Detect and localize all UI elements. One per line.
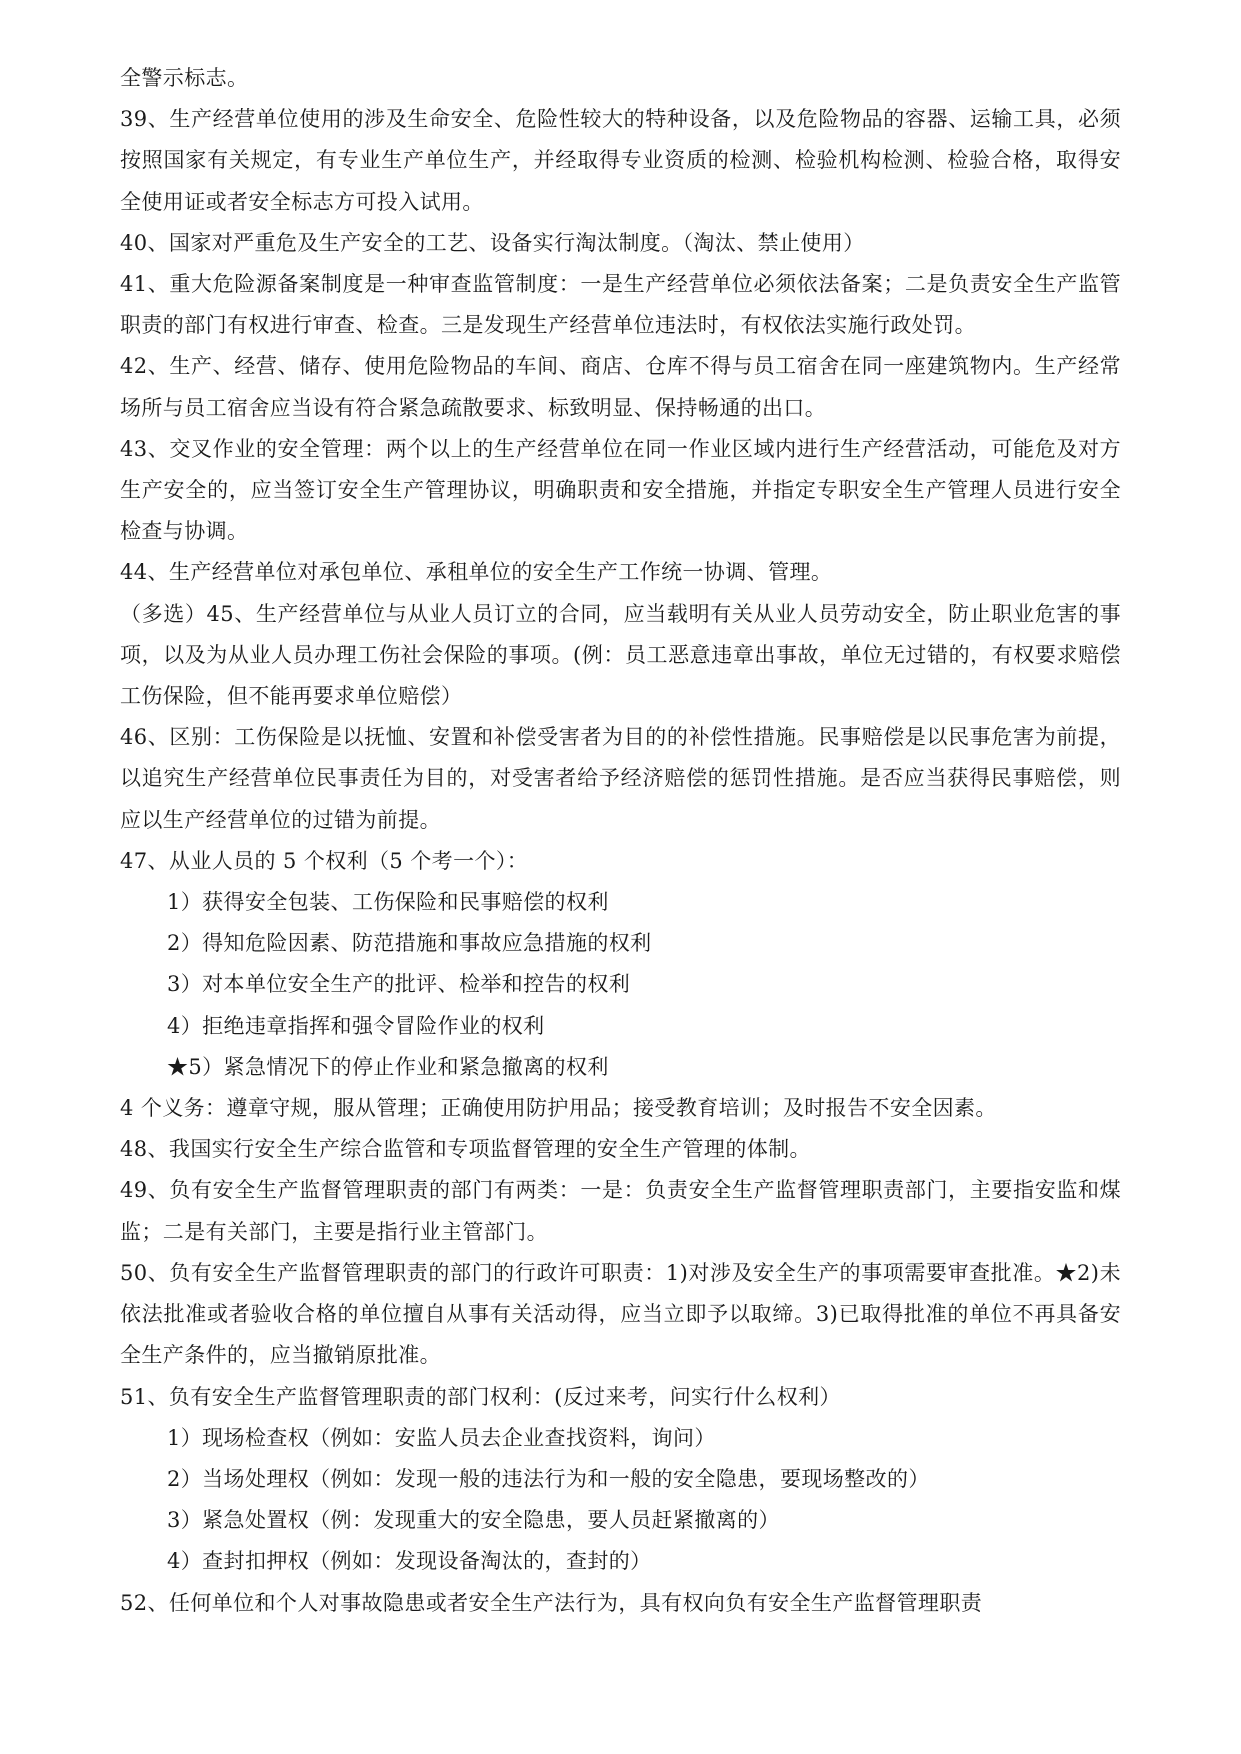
- paragraph-45: （多选）45、生产经营单位与从业人员订立的合同，应当载明有关从业人员劳动安全，防止职业危害的事项，以及为从业人员办理工伤社会保险的事项。(例：员工恶意违章出事故，单位无过错的，有权要求赔偿工伤保险，但不能再要求单位赔偿）: [120, 601, 1121, 709]
- paragraph-42: 42、生产、经营、储存、使用危险物品的车间、商店、仓库不得与员工宿舍在同一座建筑物内。生产经常场所与员工宿舍应当设有符合紧急疏散要求、标致明显、保持畅通的出口。: [120, 354, 1121, 420]
- paragraph-44: 44、生产经营单位对承包单位、承租单位的安全生产工作统一协调、管理。: [120, 560, 833, 585]
- paragraph-49: 49、负有安全生产监督管理职责的部门有两类：一是：负责安全生产监督管理职责部门，主要指安监和煤监；二是有关部门，主要是指行业主管部门。: [120, 1178, 1121, 1244]
- paragraph-50: 50、负有安全生产监督管理职责的部门的行政许可职责：1)对涉及安全生产的事项需要审查批准。★2)未依法批准或者验收合格的单位擅自从事有关活动得，应当立即予以取缔。3)已取得批准的单位不再具备安全生产条件的，应当撤销原批准。: [120, 1260, 1121, 1368]
- paragraph-43: 43、交叉作业的安全管理：两个以上的生产经营单位在同一作业区域内进行生产经营活动，可能危及对方生产安全的，应当签订安全生产管理协议，明确职责和安全措施，并指定专职安全生产管理人员进行安全检查与协调。: [120, 436, 1121, 544]
- list-item-47-2: 2）得知危险因素、防范措施和事故应急措施的权利: [167, 931, 652, 956]
- paragraph-48: 48、我国实行安全生产综合监管和专项监督管理的安全生产管理的体制。: [120, 1137, 811, 1162]
- paragraph-51: 51、负有安全生产监督管理职责的部门权利：(反过来考，问实行什么权利）: [120, 1384, 841, 1409]
- paragraph-46: 46、区别：工伤保险是以抚恤、安置和补偿受害者为目的的补偿性措施。民事赔偿是以民事危害为前提，以追究生产经营单位民事责任为目的，对受害者给予经济赔偿的惩罚性措施。是否应当获得民事赔偿，则应以生产经营单位的过错为前提。: [120, 725, 1121, 832]
- paragraph-continuation: 全警示标志。: [120, 66, 249, 90]
- list-item-47-4: 4）拒绝违章指挥和强令冒险作业的权利: [167, 1013, 545, 1038]
- paragraph-47: 47、从业人员的 5 个权利（5 个考一个）：: [120, 848, 529, 873]
- list-item-47-5: ★5）紧急情况下的停止作业和紧急撤离的权利: [167, 1054, 609, 1079]
- list-item-47-3: 3）对本单位安全生产的批评、检举和控告的权利: [167, 972, 631, 997]
- list-item-51-4: 4）查封扣押权（例如：发现设备淘汰的，查封的）: [167, 1549, 652, 1574]
- document-body: [120, 58, 1121, 1624]
- list-item-51-3: 3）紧急处置权（例：发现重大的安全隐患，要人员赶紧撤离的）: [167, 1508, 780, 1533]
- list-item-47-1: 1）获得安全包装、工伤保险和民事赔偿的权利: [167, 890, 609, 915]
- list-item-51-2: 2）当场处理权（例如：发现一般的违法行为和一般的安全隐患，要现场整改的）: [167, 1466, 930, 1491]
- paragraph-39: 39、生产经营单位使用的涉及生命安全、危险性较大的特种设备，以及危险物品的容器、运输工具，必须按照国家有关规定，有专业生产单位生产，并经取得专业资质的检测、检验机构检测、检验合格，取得安全使用证或者安全标志方可投入试用。: [120, 107, 1121, 214]
- paragraph-40: 40、国家对严重危及生产安全的工艺、设备实行淘汰制度。（淘汰、禁止使用）: [120, 230, 865, 255]
- paragraph-41: 41、重大危险源备案制度是一种审查监管制度：一是生产经营单位必须依法备案；二是负责安全生产监管职责的部门有权进行审查、检查。三是发现生产经营单位违法时，有权依法实施行政处罚。: [120, 272, 1121, 338]
- paragraph-obligations: 4 个义务：遵章守规，服从管理；正确使用防护用品；接受教育培训；及时报告不安全因素。: [120, 1096, 997, 1121]
- paragraph-52: 52、任何单位和个人对事故隐患或者安全生产法行为，具有权向负有安全生产监督管理职责: [120, 1590, 983, 1615]
- list-item-51-1: 1）现场检查权（例如：安监人员去企业查找资料，询问）: [167, 1425, 716, 1450]
